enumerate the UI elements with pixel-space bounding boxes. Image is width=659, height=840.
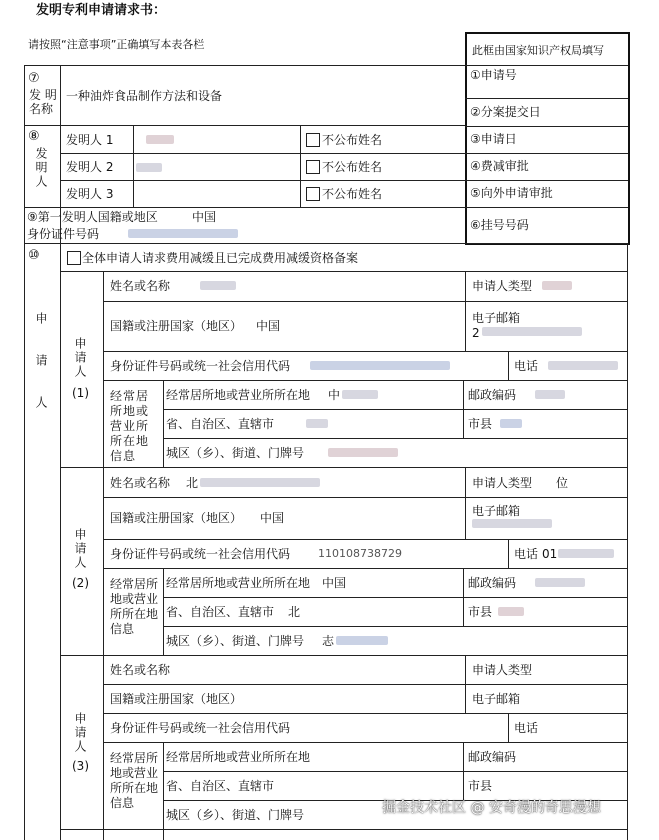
redacted-applicant-1-type <box>542 281 572 290</box>
applicant-2-email-label: 电子邮箱 <box>472 504 521 518</box>
applicant-2-district-label: 城区（乡）、街道、门牌号 <box>166 634 305 648</box>
office-field-filing-date: ③申请日 <box>470 132 517 146</box>
applicant-2-residence-label: 经常居所地或营业所所在地信息 <box>110 577 159 636</box>
redacted-applicant-1-residence <box>342 390 378 399</box>
inventor-1-no-publish-checkbox[interactable] <box>306 133 320 147</box>
instruction-text: 请按照“注意事项”正确填写本表各栏 <box>28 38 205 51</box>
redacted-applicant-2-district <box>336 636 388 645</box>
first-inventor-nationality-label: ⑨第一发明人国籍或地区 <box>27 210 158 224</box>
applicant-3-email-label: 电子邮箱 <box>472 692 521 706</box>
applicant-1-email-prefix[interactable]: 2 <box>472 326 480 340</box>
redacted-inventor-1 <box>146 135 174 144</box>
redacted-applicant-1-id <box>310 361 450 370</box>
inventor-2-no-publish-checkbox[interactable] <box>306 160 320 174</box>
applicant-1-zip-label: 邮政编码 <box>468 388 517 402</box>
applicant-2-country-label: 国籍或注册国家（地区） <box>110 511 243 525</box>
applicant-2-type-label: 申请人类型 <box>472 476 533 490</box>
section8-number: ⑧ <box>28 129 40 144</box>
redacted-applicant-1-phone <box>548 361 618 370</box>
applicant-2-name-value[interactable]: 北 <box>186 476 199 490</box>
office-field-divisional-date: ②分案提交日 <box>470 105 541 119</box>
inventor-1-no-publish-label: 不公布姓名 <box>322 133 383 147</box>
applicant-1-phone-label: 电话 <box>514 359 539 373</box>
applicant-2-id-value[interactable]: 110108738729 <box>318 547 402 560</box>
office-field-application-number: ①申请号 <box>470 68 517 82</box>
applicant-1-country-label: 国籍或注册国家（地区） <box>110 319 243 333</box>
applicant-2-district-value[interactable]: 志 <box>322 634 335 648</box>
applicant-2-index: (2) <box>72 576 89 590</box>
invention-title-field[interactable]: 一种油炸食品制作方法和设备 <box>66 89 223 103</box>
applicant-2-name-label: 姓名或名称 <box>110 476 171 490</box>
applicant-1-district-label: 城区（乡）、街道、门牌号 <box>166 446 305 460</box>
section10-number: ⑩ <box>28 248 40 263</box>
document-title: 发明专利申请请求书： <box>36 3 167 18</box>
applicant-3-province-label: 省、自治区、直辖市 <box>166 779 275 793</box>
applicant-1-residence-field-label: 经常居所地或营业所所在地 <box>166 388 311 402</box>
applicant-1-residence-label: 经常居所地或营业所所在地信息 <box>110 389 150 463</box>
first-inventor-id-label: 身份证件号码 <box>27 227 100 241</box>
applicant-3-zip-label: 邮政编码 <box>468 750 517 764</box>
applicant-3-city-label: 市县 <box>468 779 493 793</box>
fee-reduction-checkbox[interactable] <box>67 251 81 265</box>
applicant-3-label: 申请人 <box>73 712 87 754</box>
applicant-1-index: (1) <box>72 386 89 400</box>
applicant-1-label: 申请人 <box>73 337 87 379</box>
redacted-inventor-2 <box>136 163 162 172</box>
section7-label-line2: 名称 <box>29 102 54 116</box>
redacted-applicant-1-city <box>500 419 522 428</box>
inventor-2-no-publish-label: 不公布姓名 <box>322 160 383 174</box>
applicant-3-residence-field-label: 经常居所地或营业所所在地 <box>166 750 311 764</box>
redacted-applicant-2-email <box>472 519 552 528</box>
section7-label-line1: 发 明 <box>29 88 57 102</box>
inventor-3-label: 发明人 3 <box>66 187 114 201</box>
form-left-border <box>24 65 25 840</box>
applicant-2-residence-field-label: 经常居所地或营业所所在地 <box>166 576 311 590</box>
applicant-2-phone-label: 电话 <box>514 547 539 561</box>
first-inventor-nationality-value[interactable]: 中国 <box>192 210 217 224</box>
applicant-3-district-label: 城区（乡）、街道、门牌号 <box>166 808 305 822</box>
redacted-applicant-1-district <box>328 448 398 457</box>
applicant-1-email-label: 电子邮箱 <box>472 311 521 325</box>
applicant-1-residence-value[interactable]: 中 <box>328 388 341 402</box>
applicant-3-type-label: 申请人类型 <box>472 663 533 677</box>
applicant-3-country-label: 国籍或注册国家（地区） <box>110 692 243 706</box>
applicant-1-country-value[interactable]: 中国 <box>256 319 281 333</box>
redacted-applicant-1-province <box>306 419 328 428</box>
inventor-2-label: 发明人 2 <box>66 160 114 174</box>
office-field-foreign-filing: ⑤向外申请审批 <box>470 186 553 200</box>
applicant-2-province-label: 省、自治区、直辖市 <box>166 605 275 619</box>
applicant-2-phone-value[interactable]: 01 <box>542 547 558 561</box>
applicant-3-id-label: 身份证件号码或统一社会信用代码 <box>110 721 291 735</box>
section7-number: ⑦ <box>28 71 40 86</box>
redacted-applicant-2-name <box>200 478 320 487</box>
section8-label: 发明人 <box>34 147 48 189</box>
applicant-2-city-label: 市县 <box>468 605 493 619</box>
inventor-3-no-publish-checkbox[interactable] <box>306 187 320 201</box>
watermark-text: 掘金技术社区 @ 安奇漫的奇思漫想 <box>382 800 601 816</box>
applicant-2-country-value[interactable]: 中国 <box>260 511 285 525</box>
redacted-applicant-2-phone <box>558 549 614 558</box>
office-field-registered-number: ⑥挂号号码 <box>470 218 529 232</box>
redacted-applicant-1-name <box>200 281 236 290</box>
applicant-1-city-label: 市县 <box>468 417 493 431</box>
applicant-3-phone-label: 电话 <box>514 721 539 735</box>
applicant-1-province-label: 省、自治区、直辖市 <box>166 417 275 431</box>
office-field-fee-reduction: ④费减审批 <box>470 159 529 173</box>
applicant-2-type-value[interactable]: 位 <box>556 476 569 490</box>
office-use-note: 此框由国家知识产权局填写 <box>472 44 604 57</box>
applicant-2-province-value[interactable]: 北 <box>288 605 301 619</box>
applicant-2-id-label: 身份证件号码或统一社会信用代码 <box>110 547 291 561</box>
redacted-applicant-2-zip <box>535 578 585 587</box>
redacted-applicant-2-city <box>498 607 524 616</box>
inventor-1-label: 发明人 1 <box>66 133 114 147</box>
applicant-3-name-label: 姓名或名称 <box>110 663 171 677</box>
applicant-2-residence-value[interactable]: 中国 <box>322 576 347 590</box>
redacted-inventor-id <box>128 229 238 238</box>
redacted-applicant-1-email <box>482 327 582 336</box>
redacted-applicant-1-zip <box>535 390 565 399</box>
applicant-1-id-label: 身份证件号码或统一社会信用代码 <box>110 359 291 373</box>
applicant-2-zip-label: 邮政编码 <box>468 576 517 590</box>
inventor-3-no-publish-label: 不公布姓名 <box>322 187 383 201</box>
section10-label: 申请人 <box>34 312 48 438</box>
applicant-3-index: (3) <box>72 759 89 773</box>
applicant-1-name-label: 姓名或名称 <box>110 279 171 293</box>
fee-reduction-label: 全体申请人请求费用减缓且已完成费用减缓资格备案 <box>82 251 359 265</box>
applicant-1-type-label: 申请人类型 <box>472 279 533 293</box>
applicant-2-label: 申请人 <box>73 528 87 570</box>
applicant-3-residence-label: 经常居所地或营业所所在地信息 <box>110 751 159 810</box>
